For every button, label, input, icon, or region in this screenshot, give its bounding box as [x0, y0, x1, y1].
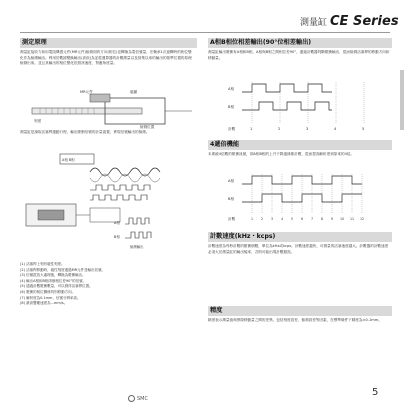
count-tick: 1 — [250, 127, 253, 131]
count-tick: 2 — [261, 217, 264, 221]
measure-notes — [20, 262, 200, 382]
label-detect: 檢測輸出 — [130, 245, 144, 249]
label-ab: A相 B相 — [62, 158, 75, 162]
footer-logo-text: SMC — [137, 396, 148, 402]
footer-logo — [128, 395, 148, 402]
label-out-a: A相 — [114, 221, 120, 225]
signal-diagram — [20, 148, 195, 256]
count-tick: 12 — [360, 217, 365, 221]
count-tick: 7 — [311, 217, 314, 221]
count-tick: 9 — [331, 217, 334, 221]
label-count: 計數 — [228, 127, 236, 131]
count-tick: 1 — [251, 217, 254, 221]
count-tick: 8 — [321, 217, 324, 221]
list-item: (6) 脈衝的相位關係判別移動方向。 — [20, 289, 76, 294]
cylinder-diagram — [20, 88, 195, 128]
count-tick: 4 — [281, 217, 284, 221]
smc-logo-icon — [128, 395, 135, 402]
count-tick: 6 — [301, 217, 304, 221]
label-a-phase: A相 — [228, 87, 235, 91]
header-category: 測量缸 — [300, 18, 328, 28]
header-series: CE Series — [330, 14, 399, 29]
list-item: (2) 活塞桿移動時，磁性刻度通過MR元件並輸出信號。 — [20, 267, 106, 272]
list-item: (4) 輸出A相和B相兩個相位差90°的信號。 — [20, 278, 87, 283]
accuracy-text: 精度表示測量值與實際移動量之間的差異。包括刻度誤差、檢測誤差等因素，在標準條件下精度為±0.1mm。 — [208, 318, 382, 322]
list-item: (8) 最高響應速度為...mm/s。 — [20, 301, 68, 306]
count-tick: 10 — [340, 217, 345, 221]
count-tick: 3 — [306, 127, 309, 131]
list-item: (7) 解析度為0.1mm，信號分辨率高。 — [20, 295, 81, 300]
label-count: 計數 — [228, 217, 236, 221]
list-item: (5) 通過計數脈衝數量，可以測得活塞桿位置。 — [20, 284, 93, 289]
list-item: (1) 活塞桿上刻有磁性刻度。 — [20, 262, 65, 266]
section-heading-ab: A相B相位相差輸出(90°位相差輸出) — [208, 38, 392, 48]
count-tick: 3 — [271, 217, 274, 221]
quad-diagram — [208, 170, 390, 228]
section-heading-quad: 4遞倍機能 — [208, 140, 392, 150]
count-tick: 4 — [334, 127, 337, 131]
page-number: 5 — [372, 387, 379, 398]
list-item: (3) 信號經放大處理後，轉換為脈衝輸出。 — [20, 273, 86, 278]
header-title — [300, 14, 399, 29]
count-tick: 2 — [278, 127, 281, 131]
measure-intro: 測量缸接收力和用電阻傳感元件(MR元件)檢測面的方向(相位)並轉換為電信號量，在軸承1次旋轉時的相位變化作為檢測輸出。利用於數據變換輸出(高低)為並從運算器的計數測量以及採集以來的輸出的基準位置的原理檢測出來。並且其輸出的相位變化依照該速度，對應角度量。 — [20, 50, 192, 66]
label-out-b: B相 — [114, 235, 120, 239]
label-b-phase: B相 — [228, 197, 235, 201]
ab-phase-diagram — [208, 78, 390, 138]
label-a-phase: A相 — [228, 179, 235, 183]
ab-text: 測量缸輸出脈衝有A相和B相，A相與B相之間相位差90°，通過計數器判斷脈衝輸出，從而檢測活塞桿的移動方向和移動量。 — [208, 50, 390, 60]
count-tick: 5 — [291, 217, 294, 221]
count-tick: 5 — [362, 127, 365, 131]
label-mr: MR元件 — [80, 90, 93, 94]
side-tab — [400, 70, 404, 130]
label-position: 檢測位置 — [140, 125, 155, 129]
speed-text: 計數速度為每秒計數的脈衝個數，單位為kHz或kcps。計數速度越快，可測量的活塞速度越大。計數器的計數速度必須大於測量缸的輸出頻率，否則可能出現計數錯誤。 — [208, 244, 389, 254]
label-b-phase: B相 — [228, 105, 235, 109]
label-scale: 刻度 — [34, 119, 42, 123]
section-heading-speed: 計數速度(kHz・kcps) — [208, 232, 392, 242]
label-magnet: 磁鐵 — [130, 90, 138, 94]
count-tick: 11 — [350, 217, 355, 221]
section-heading-accuracy: 精度 — [208, 306, 392, 316]
measure-desc: 測量缸是讀取活塞桿運動行程，輸出脈衝信號的計量裝置，實現信號輸出的檢測。 — [20, 130, 150, 134]
quad-text: 本系統4倍數的脈衝訊號，即A相B相的上升下降邊緣都計數，從而提高解析度到原來的4倍。 — [208, 152, 355, 156]
header-divider — [20, 32, 390, 33]
section-heading-measure: 測定原理 — [20, 38, 197, 48]
